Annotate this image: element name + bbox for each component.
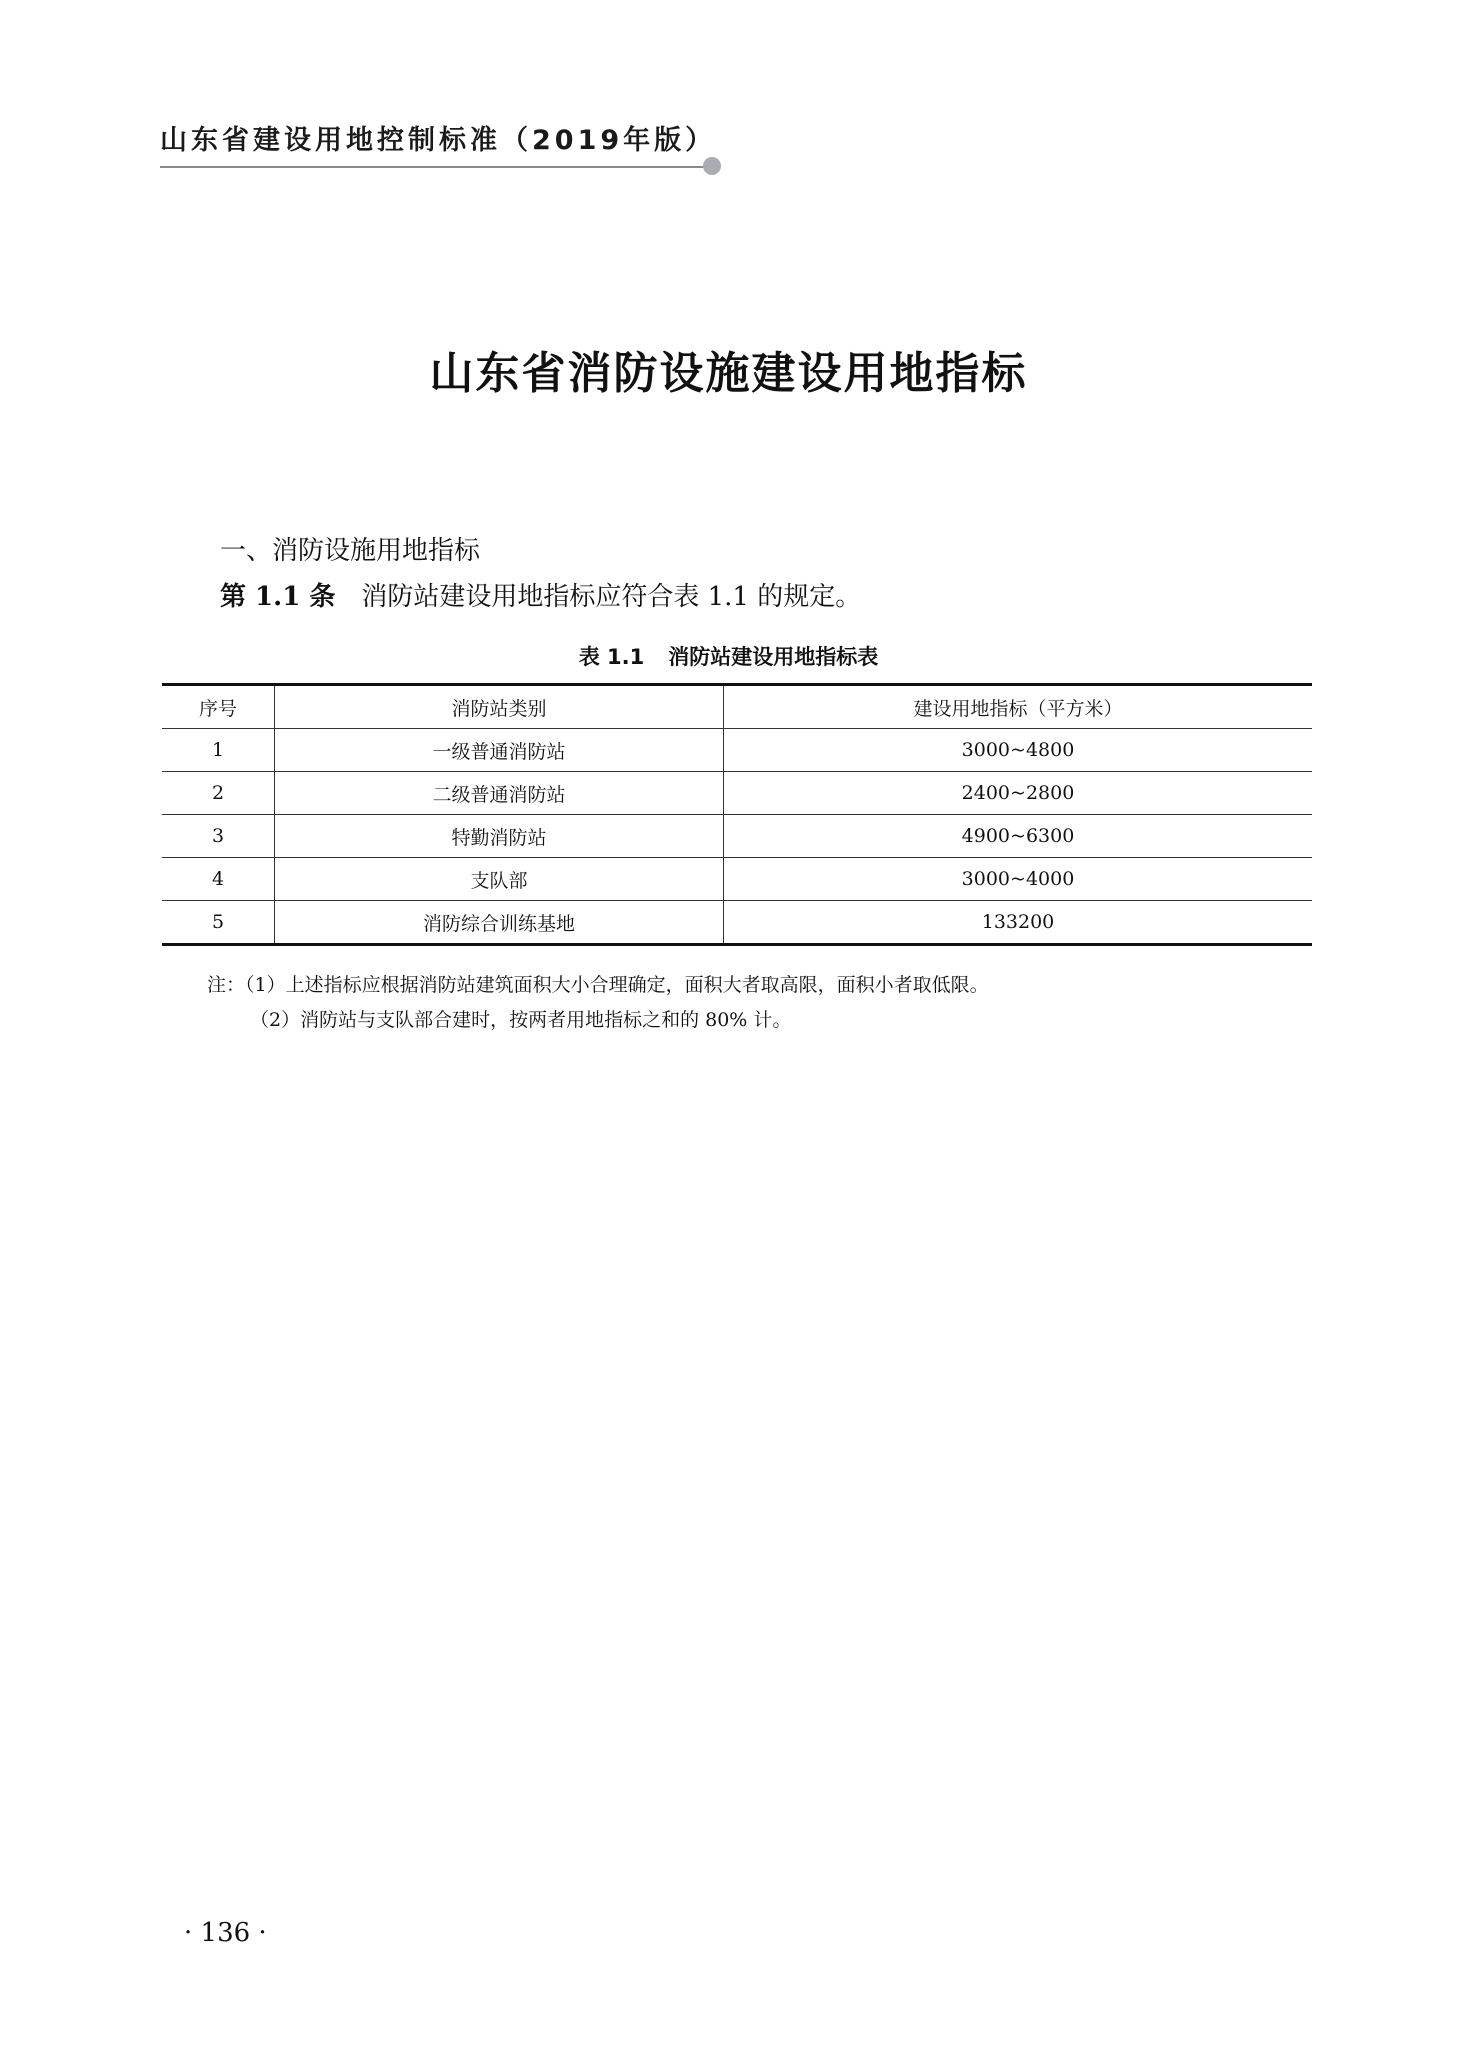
- cell-land-index: 3000~4000: [724, 858, 1313, 901]
- table-row: [162, 772, 1312, 815]
- section-heading: 一、消防设施用地指标: [220, 536, 481, 566]
- header-station-category: 消防站类别: [275, 685, 724, 729]
- cell-land-index: 3000~4800: [724, 729, 1313, 772]
- cell-station-category: 消防综合训练基地: [275, 901, 724, 945]
- table-row: [162, 815, 1312, 858]
- clause-number: 第 1.1 条: [220, 582, 336, 612]
- cell-serial-no: 1: [162, 729, 275, 772]
- cell-land-index: 133200: [724, 901, 1313, 945]
- cell-station-category: 支队部: [275, 858, 724, 901]
- page-number: · 136 ·: [184, 1918, 267, 1948]
- header-dot-ornament: [703, 157, 721, 175]
- note-label: 注：: [207, 974, 246, 996]
- running-header: 山东省建设用地控制标准（2019年版）: [160, 125, 717, 156]
- table-header-row: [162, 685, 1312, 729]
- cell-land-index: 4900~6300: [724, 815, 1313, 858]
- cell-serial-no: 4: [162, 858, 275, 901]
- table-caption: [0, 641, 1457, 671]
- clause-1-1: [220, 576, 861, 613]
- cell-station-category: 特勤消防站: [275, 815, 724, 858]
- header-serial-no: 序号: [162, 685, 275, 729]
- table-row: [162, 729, 1312, 772]
- clause-text: 消防站建设用地指标应符合表 1.1 的规定。: [361, 582, 862, 612]
- cell-serial-no: 5: [162, 901, 275, 945]
- cell-station-category: 二级普通消防站: [275, 772, 724, 815]
- table-caption-title: 消防站建设用地指标表: [668, 645, 879, 669]
- header-rule: [160, 166, 708, 168]
- table-caption-number: 表 1.1: [578, 645, 645, 669]
- fire-station-land-index-table: [162, 683, 1312, 946]
- table-note-2: （2）消防站与支队部合建时，按两者用地指标之和的 80% 计。: [250, 1009, 792, 1031]
- cell-station-category: 一级普通消防站: [275, 729, 724, 772]
- page-title: 山东省消防设施建设用地指标: [429, 348, 1028, 399]
- cell-serial-no: 2: [162, 772, 275, 815]
- table-note-1: [207, 970, 989, 997]
- table-row: [162, 858, 1312, 901]
- table-row: [162, 901, 1312, 945]
- header-land-index: 建设用地指标（平方米）: [724, 685, 1313, 729]
- cell-land-index: 2400~2800: [724, 772, 1313, 815]
- note-text-1: （1）上述指标应根据消防站建筑面积大小合理确定，面积大者取高限，面积小者取低限。: [245, 974, 989, 996]
- cell-serial-no: 3: [162, 815, 275, 858]
